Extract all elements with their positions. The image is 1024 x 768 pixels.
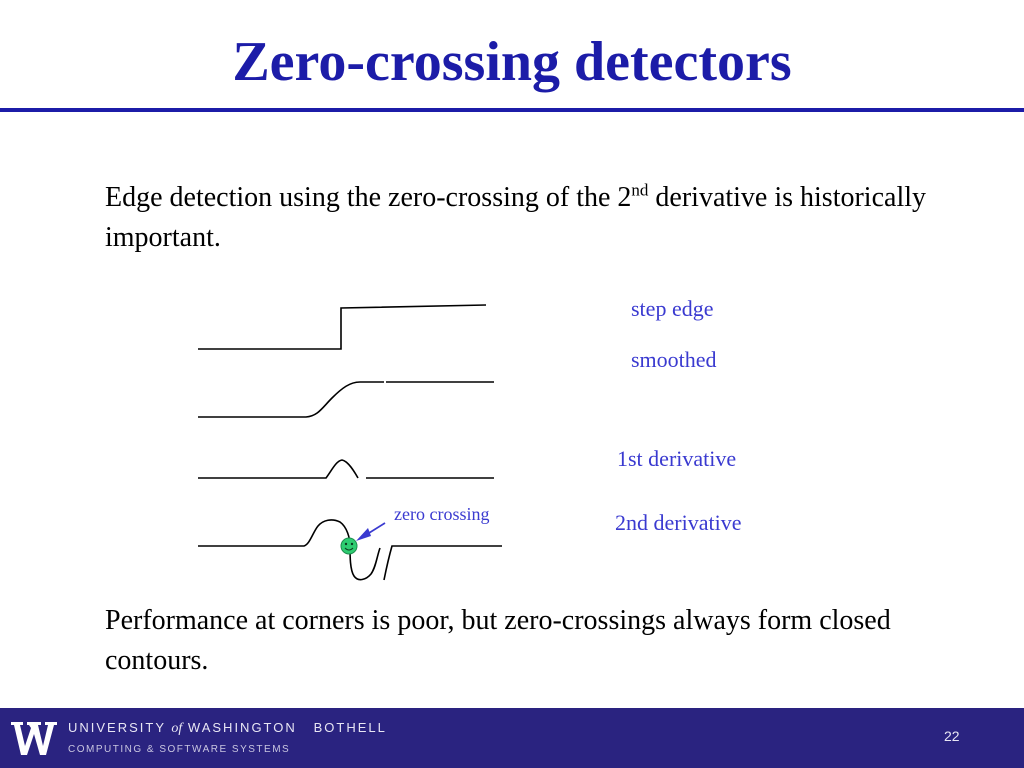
university-of: of — [171, 721, 183, 736]
step-edge-label: step edge — [631, 296, 714, 321]
footer-bar — [0, 708, 1024, 768]
university-name — [68, 720, 387, 737]
second-derivative-curve-tail — [384, 546, 502, 580]
smoothed-curve — [198, 382, 384, 417]
smiley-face-icon — [341, 538, 357, 554]
campus-name: BOTHELL — [313, 720, 387, 735]
page-number: 22 — [944, 728, 960, 744]
uw-w-logo-icon — [10, 718, 58, 758]
intro-text: Edge detection using the zero-crossing of the 2 — [105, 182, 632, 213]
arrow-head-icon — [356, 528, 371, 541]
intro-text-end: derivative is historically important. — [105, 182, 926, 253]
first-derivative-curve — [198, 460, 358, 478]
washington-word: WASHINGTON — [187, 720, 297, 735]
step-edge-curve — [198, 305, 486, 349]
smoothed-label: smoothed — [631, 347, 717, 372]
slide-title: Zero-crossing detectors — [232, 31, 792, 93]
university-word: UNIVERSITY — [68, 720, 166, 735]
first-derivative-label: 1st derivative — [617, 446, 737, 471]
department-name: COMPUTING & SOFTWARE SYSTEMS — [68, 744, 291, 755]
zero-crossing-label: zero crossing — [394, 504, 490, 524]
second-derivative-label: 2nd derivative — [615, 510, 742, 535]
intro-superscript: nd — [631, 180, 649, 200]
outro-paragraph: Performance at corners is poor, but zero-crossings always form closed contours. — [105, 605, 891, 676]
